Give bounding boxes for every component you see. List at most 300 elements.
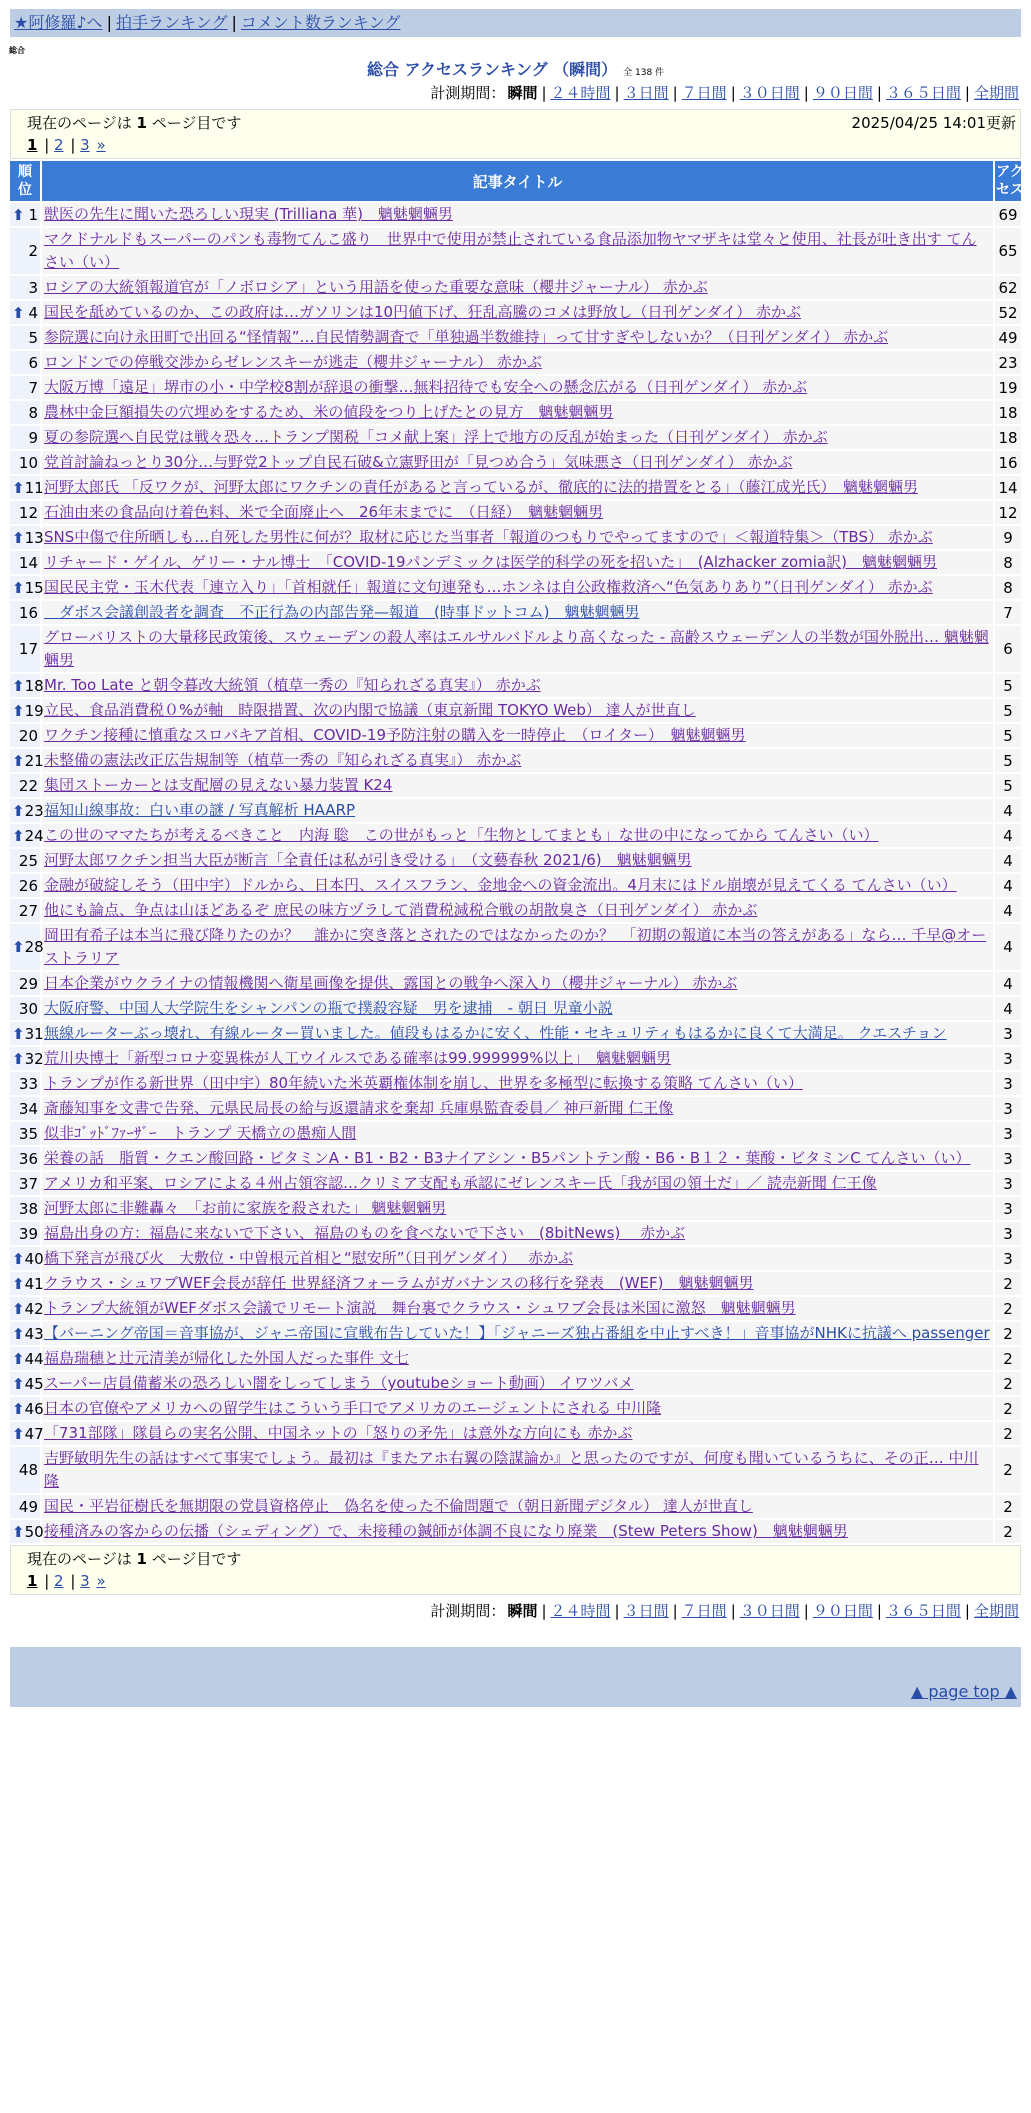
rank-cell bbox=[10, 351, 40, 374]
up-arrow-icon: ⬆ bbox=[12, 1349, 25, 1368]
article-link[interactable]: リチャード・ゲイル、ゲリー・ナル博士 「COVID-19パンデミックは医学的科学の死を招いた」 (Alzhacker zomia訳) 魑魅魍魎男 bbox=[44, 553, 937, 571]
item-count: 全 138 件 bbox=[623, 68, 665, 78]
access-count: 2 bbox=[995, 1422, 1021, 1445]
title-cell bbox=[42, 699, 993, 722]
up-arrow-icon: ⬆ bbox=[12, 1299, 25, 1318]
rank-number: 7 bbox=[28, 378, 38, 397]
period-current: 瞬間 bbox=[507, 1602, 538, 1620]
spacer bbox=[92, 136, 97, 154]
rank-cell bbox=[10, 799, 44, 822]
table-row bbox=[10, 551, 1021, 574]
next-page-link[interactable]: » bbox=[96, 136, 106, 154]
article-link[interactable]: 福島出身の方：福島に来ないで下さい、福島のものを食べないで下さい (8bitNews) 赤かぶ bbox=[44, 1224, 686, 1242]
up-arrow-icon: ⬆ bbox=[12, 1249, 25, 1268]
rank-number: 19 bbox=[24, 701, 44, 720]
article-link[interactable]: 国民民主党・玉木代表「連立入り」「首相就任」報道に文句連発も…ホンネは自公政権救済へ“色気ありあり”（日刊ゲンダイ） 赤かぶ bbox=[44, 578, 933, 596]
rank-cell bbox=[10, 997, 40, 1020]
title-cell bbox=[42, 1072, 993, 1095]
title-cell bbox=[42, 626, 993, 672]
rank-number: 44 bbox=[24, 1349, 44, 1368]
rank-number: 49 bbox=[18, 1497, 38, 1516]
access-count: 4 bbox=[995, 799, 1021, 822]
table-row bbox=[10, 1097, 1021, 1120]
title-cell bbox=[42, 228, 993, 274]
access-count: 3 bbox=[995, 1047, 1021, 1070]
access-count: 3 bbox=[995, 1247, 1021, 1270]
article-link[interactable]: 立民、食品消費税０%が軸 時限措置、次の内閣で協議（東京新聞 TOKYO Web） 達人が世直し bbox=[44, 701, 696, 719]
period-separator: | bbox=[876, 1602, 882, 1620]
rank-number: 45 bbox=[24, 1374, 44, 1393]
article-link[interactable]: 吉野敏明先生の話はすべて事実でしょう。最初は『またアホ右翼の陰謀論か』と思ったのですが、何度も聞いているうちに、その正… 中川隆 bbox=[44, 1449, 979, 1490]
table-row bbox=[10, 1297, 1021, 1320]
period-link-6[interactable]: ３６５日間 bbox=[885, 1602, 961, 1620]
rank-number: 47 bbox=[24, 1424, 44, 1443]
home-link[interactable]: ★阿修羅♪へ bbox=[14, 13, 103, 32]
rank-cell bbox=[10, 1122, 40, 1145]
access-count: 19 bbox=[995, 376, 1021, 399]
rank-number: 33 bbox=[18, 1074, 38, 1093]
rank-number: 4 bbox=[28, 303, 38, 322]
ranking-title: 総合 アクセスランキング （瞬間） bbox=[366, 60, 618, 79]
access-count: 2 bbox=[995, 1297, 1021, 1320]
access-count: 2 bbox=[995, 1272, 1021, 1295]
title-cell bbox=[42, 1172, 993, 1195]
table-row bbox=[10, 1520, 1021, 1543]
period-link-2[interactable]: ３日間 bbox=[623, 1602, 669, 1620]
up-arrow-icon: ⬆ bbox=[12, 1399, 25, 1418]
rank-number: 28 bbox=[24, 938, 44, 956]
up-arrow-icon: ⬆ bbox=[12, 303, 25, 322]
up-arrow-icon: ⬆ bbox=[12, 751, 25, 770]
rank-cell bbox=[10, 626, 40, 672]
period-label: 計測期間： bbox=[430, 84, 506, 102]
period-separator: | bbox=[876, 84, 882, 102]
up-arrow-icon: ⬆ bbox=[12, 205, 25, 224]
period-link-7[interactable]: 全期間 bbox=[973, 84, 1019, 102]
article-link[interactable]: 夏の参院選へ自民党は戦々恐々…トランプ関税「コメ献上案」浮上で地方の反乱が始まった（日刊ゲンダイ） 赤かぶ bbox=[44, 428, 828, 446]
page-link-2[interactable]: 2 bbox=[54, 136, 64, 154]
rank-number: 20 bbox=[18, 726, 38, 745]
title-cell bbox=[42, 351, 993, 374]
access-count: 4 bbox=[995, 874, 1021, 897]
article-link[interactable]: 無線ルーターぶっ壊れ、有線ルーター買いました。値段もはるかに安く、性能・セキュリティもはるかに良くて大満足。 クエスチョン bbox=[44, 1024, 947, 1042]
article-link[interactable]: 大阪万博「遠足」堺市の小・中学校8割が辞退の衝撃…無料招待でも安全への懸念広がる（日刊ゲンダイ） 赤かぶ bbox=[44, 378, 808, 396]
access-count: 69 bbox=[995, 203, 1021, 226]
article-link[interactable]: 国民・平岩征樹氏を無期限の党員資格停止 偽名を使った不倫問題で（朝日新聞デジタル） 達人が世直し bbox=[44, 1497, 753, 1515]
article-link[interactable]: 他にも論点、争点は山ほどあるぞ 庶民の味方ヅラして消費税減税合戦の胡散臭さ（日刊ゲンダイ） 赤かぶ bbox=[44, 901, 758, 919]
access-count: 14 bbox=[995, 476, 1021, 499]
footer-bar bbox=[10, 1647, 1021, 1677]
up-arrow-icon: ⬆ bbox=[12, 701, 25, 720]
title-cell bbox=[42, 501, 993, 524]
article-link[interactable]: 党首討論ねっとり30分…与野党2トップ自民石破&立憲野田が「見つめ合う」気味悪さ（日刊ゲンダイ） 赤かぶ bbox=[44, 453, 793, 471]
period-separator: | bbox=[672, 1602, 678, 1620]
rank-number: 29 bbox=[18, 974, 38, 993]
rank-number: 12 bbox=[18, 503, 38, 522]
page-links-bottom bbox=[27, 1570, 1020, 1592]
title-cell bbox=[42, 1022, 993, 1045]
article-link[interactable]: ワクチン接種に慎重なスロバキア首相、COVID-19予防注射の購入を一時停止 （ロイター） 魑魅魍魎男 bbox=[44, 726, 746, 744]
up-arrow-icon: ⬆ bbox=[12, 676, 25, 695]
period-link-5[interactable]: ９０日間 bbox=[812, 1602, 873, 1620]
title-cell bbox=[42, 1397, 993, 1420]
article-link[interactable]: SNS中傷で住所晒しも…自死した男性に何が？取材に応じた当事者「報道のつもりでやってますので」＜報道特集＞（TBS） 赤かぶ bbox=[44, 528, 933, 546]
title-cell bbox=[42, 1122, 993, 1145]
rank-number: 21 bbox=[24, 751, 44, 770]
article-link[interactable]: 岡田有希子は本当に飛び降りたのか？ 誰かに突き落とされたのではなかったのか？ 「初期の報道に本当の答えがある」なら… 千早@オーストラリア bbox=[44, 926, 987, 967]
article-link[interactable]: 金融が破綻しそう（田中宇）ドルから、日本円、スイスフラン、金地金への資金流出。4月末にはドル崩壊が見えてくる てんさい（い） bbox=[44, 876, 957, 894]
clap-ranking-link[interactable]: 拍手ランキング bbox=[115, 13, 228, 32]
table-row bbox=[10, 724, 1021, 747]
access-count: 2 bbox=[995, 1520, 1021, 1543]
title-cell bbox=[42, 301, 993, 324]
table-row bbox=[10, 924, 1021, 970]
table-row bbox=[10, 1072, 1021, 1095]
rank-cell bbox=[10, 874, 40, 897]
page-link-3[interactable]: 3 bbox=[80, 1572, 90, 1590]
article-link[interactable]: 日本企業がウクライナの情報機関へ衛星画像を提供、露国との戦争へ深入り（櫻井ジャーナル） 赤かぶ bbox=[44, 974, 738, 992]
access-count: 18 bbox=[995, 426, 1021, 449]
rank-cell bbox=[10, 1322, 44, 1345]
table-row bbox=[10, 899, 1021, 922]
rank-number: 9 bbox=[28, 428, 38, 447]
article-link[interactable]: この世のママたちが考えるべきこと 内海 聡 この世がもっと「生物としてまとも」な世の中になってから てんさい（い） bbox=[44, 826, 879, 844]
title-cell bbox=[42, 849, 993, 872]
rank-number: 11 bbox=[24, 478, 44, 497]
article-link[interactable]: アメリカ和平案、ロシアによる４州占領容認…クリミア支配も承認にゼレンスキー氏「我が国の領土だ」／ 読売新聞 仁王像 bbox=[44, 1174, 877, 1192]
title-cell bbox=[42, 997, 993, 1020]
access-count: 2 bbox=[995, 1495, 1021, 1518]
period-separator: | bbox=[964, 84, 970, 102]
title-cell bbox=[42, 326, 993, 349]
rank-number: 1 bbox=[28, 205, 38, 224]
period-separator: | bbox=[730, 1602, 736, 1620]
rank-cell bbox=[10, 1022, 44, 1045]
rank-cell bbox=[10, 1520, 44, 1543]
title-header: 記事タイトル bbox=[42, 161, 993, 201]
period-link-1[interactable]: ２４時間 bbox=[550, 84, 611, 102]
article-link[interactable]: 参院選に向け永田町で出回る“怪情報”…自民情勢調査で「単独過半数維持」って甘すぎやしないか？（日刊ゲンダイ） 赤かぶ bbox=[44, 328, 889, 346]
article-link[interactable]: ロシアの大統領報道官が「ノボロシア」という用語を使った重要な意味（櫻井ジャーナル） 赤かぶ bbox=[44, 278, 708, 296]
access-count: 4 bbox=[995, 972, 1021, 995]
rank-number: 36 bbox=[18, 1149, 38, 1168]
period-separator: | bbox=[541, 1602, 547, 1620]
table-row bbox=[10, 601, 1021, 624]
period-selector-bottom bbox=[0, 1599, 1021, 1623]
page-link-2[interactable]: 2 bbox=[54, 1572, 64, 1590]
rank-number: 25 bbox=[18, 851, 38, 870]
nav-separator: | bbox=[231, 13, 237, 32]
period-link-6[interactable]: ３６５日間 bbox=[885, 84, 961, 102]
table-row bbox=[10, 874, 1021, 897]
article-link[interactable]: 福島瑞穂と辻元清美が帰化した外国人だった事件 文七 bbox=[44, 1349, 409, 1367]
table-row bbox=[10, 351, 1021, 374]
table-row bbox=[10, 203, 1021, 226]
title-cell bbox=[42, 376, 993, 399]
table-row bbox=[10, 1222, 1021, 1245]
table-row bbox=[10, 1122, 1021, 1145]
access-count: 49 bbox=[995, 326, 1021, 349]
pagination-box bbox=[10, 109, 1021, 159]
title-cell bbox=[42, 1422, 993, 1445]
title-cell bbox=[42, 1097, 993, 1120]
rank-cell bbox=[10, 476, 44, 499]
table-row bbox=[10, 1047, 1021, 1070]
title-cell bbox=[42, 476, 993, 499]
rank-cell bbox=[10, 674, 44, 697]
article-link[interactable]: 未整備の憲法改正広告規制等（植草一秀の『知られざる真実』） 赤かぶ bbox=[44, 751, 522, 769]
rank-cell bbox=[10, 1297, 44, 1320]
table-row bbox=[10, 1372, 1021, 1395]
nav-separator: | bbox=[106, 13, 112, 32]
page-top-link[interactable]: ▲ page top ▲ bbox=[910, 1682, 1017, 1701]
access-count: 5 bbox=[995, 724, 1021, 747]
article-link[interactable]: 河野太郎に非難轟々 「お前に家族を殺された」 魑魅魍魎男 bbox=[44, 1199, 447, 1217]
article-link[interactable]: 荒川央博士「新型コロナ変異株が人工ウイルスである確率は99.999999%以上」 魑魅魍魎男 bbox=[44, 1049, 671, 1067]
table-row bbox=[10, 774, 1021, 797]
article-link[interactable]: 河野太郎ワクチン担当大臣が断言「全責任は私が引き受ける」 （文藝春秋 2021/6) 魑魅魍魎男 bbox=[44, 851, 692, 869]
period-separator: | bbox=[730, 84, 736, 102]
article-link[interactable]: ダボス会議創設者を調査 不正行為の内部告発—報道 (時事ドットコム) 魑魅魍魎男 bbox=[44, 603, 640, 621]
rank-number: 15 bbox=[24, 578, 44, 597]
rank-number: 26 bbox=[18, 876, 38, 895]
access-count: 4 bbox=[995, 997, 1021, 1020]
access-count: 18 bbox=[995, 401, 1021, 424]
access-count: 2 bbox=[995, 1322, 1021, 1345]
rank-cell bbox=[10, 401, 40, 424]
rank-number: 31 bbox=[24, 1024, 44, 1043]
article-link[interactable]: 河野太郎氏 「反ワクが、河野太郎にワクチンの責任があると言っているが、徹底的に法的措置をとる」（藤江成光氏） 魑魅魍魎男 bbox=[44, 478, 919, 496]
access-header: アクセス bbox=[995, 161, 1021, 201]
article-link[interactable]: グローバリストの大量移民政策後、スウェーデンの殺人率はエルサルバドルより高くなった - 高齢スウェーデン人の半数が国外脱出… 魑魅魍魎男 bbox=[44, 628, 989, 669]
title-cell bbox=[42, 451, 993, 474]
period-link-4[interactable]: ３０日間 bbox=[739, 84, 800, 102]
title-cell bbox=[42, 551, 993, 574]
title-cell bbox=[42, 1047, 993, 1070]
table-row bbox=[10, 276, 1021, 299]
period-separator: | bbox=[672, 84, 678, 102]
rank-cell bbox=[10, 1372, 44, 1395]
rank-cell bbox=[10, 326, 40, 349]
title-cell bbox=[42, 724, 993, 747]
article-link[interactable]: 獣医の先生に聞いた恐ろしい現実 (Trilliana 華) 魑魅魍魎男 bbox=[44, 205, 453, 223]
access-count: 4 bbox=[995, 899, 1021, 922]
rank-header: 順位 bbox=[10, 161, 40, 201]
title-cell bbox=[42, 1197, 993, 1220]
article-link[interactable]: ロンドンでの停戦交渉からゼレンスキーが逃走（櫻井ジャーナル） 赤かぶ bbox=[44, 353, 542, 371]
article-link[interactable]: トランプ大統領がWEFダボス会議でリモート演説 舞台裏でクラウス・シュワブ会長は米国に激怒 魑魅魍魎男 bbox=[44, 1299, 796, 1317]
article-link[interactable]: 国民を舐めているのか、この政府は…ガソリンは10円値下げ、狂乱高騰のコメは野放し（日刊ゲンダイ） 赤かぶ bbox=[44, 303, 802, 321]
article-link[interactable]: トランプが作る新世界（田中宇）80年続いた米英覇権体制を崩し、世界を多極型に転換する策略 てんさい（い） bbox=[44, 1074, 803, 1092]
title-cell bbox=[42, 1247, 993, 1270]
period-separator: | bbox=[803, 84, 809, 102]
article-link[interactable]: 農林中金巨額損失の穴埋めをするため、米の値段をつり上げたとの見方 魑魅魍魎男 bbox=[44, 403, 614, 421]
title-cell bbox=[42, 1495, 993, 1518]
article-link[interactable]: 斎藤知事を文書で告発、元県民局長の給与返還請求を棄却 兵庫県監査委員／ 神戸新聞 仁王像 bbox=[44, 1099, 674, 1117]
ranking-table bbox=[8, 159, 1023, 1545]
article-link[interactable]: 福知山線事故：白い車の謎 / 写真解析 HAARP bbox=[44, 801, 356, 819]
title-cell bbox=[42, 601, 993, 624]
footer-nav bbox=[10, 1677, 1021, 1707]
article-link[interactable]: 大阪府警、中国人大学院生をシャンパンの瓶で撲殺容疑 男を逮捕 - 朝日 児童小説 bbox=[44, 999, 613, 1017]
rank-cell bbox=[10, 301, 40, 324]
rank-number: 42 bbox=[24, 1299, 44, 1318]
title-cell bbox=[42, 749, 993, 772]
access-count: 3 bbox=[995, 1147, 1021, 1170]
rank-number: 39 bbox=[18, 1224, 38, 1243]
access-count: 7 bbox=[995, 601, 1021, 624]
access-count: 16 bbox=[995, 451, 1021, 474]
access-count: 5 bbox=[995, 699, 1021, 722]
title-cell bbox=[42, 401, 993, 424]
article-link[interactable]: 似非ｺﾞｯﾄﾞﾌｧｰｻﾞｰ トランプ 天橋立の愚痴人間 bbox=[44, 1124, 357, 1142]
rank-number: 2 bbox=[28, 242, 38, 260]
rank-number: 37 bbox=[18, 1174, 38, 1193]
title-cell bbox=[42, 874, 993, 897]
period-selector bbox=[0, 81, 1021, 105]
access-count: 5 bbox=[995, 674, 1021, 697]
access-count: 3 bbox=[995, 1197, 1021, 1220]
rank-number: 8 bbox=[28, 403, 38, 422]
article-link[interactable]: 接種済みの客からの伝播（シェディング）で、未接種の鍼師が体調不良になり廃業 (Stew Peters Show) 魑魅魍魎男 bbox=[44, 1522, 848, 1540]
next-page-link[interactable]: » bbox=[96, 1572, 106, 1590]
page-status: 現在のページは 1 ページ目です bbox=[27, 114, 242, 132]
rank-cell bbox=[10, 426, 40, 449]
table-row bbox=[10, 228, 1021, 274]
page-separator: | bbox=[65, 136, 81, 154]
title-cell bbox=[42, 774, 993, 797]
rank-number: 18 bbox=[24, 676, 44, 695]
title-cell bbox=[42, 1147, 993, 1170]
table-row bbox=[10, 1347, 1021, 1370]
up-arrow-icon: ⬆ bbox=[12, 1324, 25, 1343]
title-cell bbox=[42, 674, 993, 697]
period-current: 瞬間 bbox=[507, 84, 538, 102]
rank-cell bbox=[10, 699, 44, 722]
rank-cell bbox=[10, 1447, 40, 1493]
rank-cell bbox=[10, 276, 40, 299]
updated-time: 2025/04/25 14:01更新 bbox=[851, 114, 1016, 132]
table-row bbox=[10, 1147, 1021, 1170]
article-link[interactable]: マクドナルドもスーパーのパンも毒物てんこ盛り 世界中で使用が禁止されている食品添加物ヤマザキは堂々と使用、社長が吐き出す てんさい（い） bbox=[44, 230, 977, 271]
table-row bbox=[10, 1272, 1021, 1295]
rank-cell bbox=[10, 501, 40, 524]
up-arrow-icon: ⬆ bbox=[12, 578, 25, 597]
period-separator: | bbox=[614, 84, 620, 102]
period-separator: | bbox=[803, 1602, 809, 1620]
title-cell bbox=[42, 899, 993, 922]
comment-ranking-link[interactable]: コメント数ランキング bbox=[240, 13, 401, 32]
article-link[interactable]: 「731部隊」隊員らの実名公開、中国ネットの「怒りの矛先」は意外な方向にも 赤かぶ bbox=[44, 1424, 633, 1442]
rank-cell bbox=[10, 1247, 44, 1270]
rank-number: 40 bbox=[24, 1249, 44, 1268]
rank-cell bbox=[10, 1397, 44, 1420]
page-status-bottom: 現在のページは 1 ページ目です bbox=[27, 1550, 242, 1568]
article-link[interactable]: 【バーニング帝国＝音事協が、ジャニ帝国に宣戦布告していた！】「ジャニーズ独占番組を中止すべき！」音事協がNHKに抗議へ passenger bbox=[44, 1324, 990, 1342]
access-count: 3 bbox=[995, 1097, 1021, 1120]
rank-cell bbox=[10, 1222, 40, 1245]
access-count: 52 bbox=[995, 301, 1021, 324]
access-count: 4 bbox=[995, 849, 1021, 872]
article-link[interactable]: 橋下発言が飛び火 大敷位・中曽根元首相と“慰安所”（日刊ゲンダイ） 赤かぶ bbox=[44, 1249, 574, 1267]
table-row bbox=[10, 674, 1021, 697]
rank-cell bbox=[10, 601, 40, 624]
up-arrow-icon: ⬆ bbox=[12, 1374, 25, 1393]
title-cell bbox=[42, 1322, 993, 1345]
title-cell bbox=[42, 426, 993, 449]
table-row bbox=[10, 1022, 1021, 1045]
period-link-4[interactable]: ３０日間 bbox=[739, 1602, 800, 1620]
rank-number: 30 bbox=[18, 999, 38, 1018]
title-cell bbox=[42, 526, 993, 549]
period-link-2[interactable]: ３日間 bbox=[623, 84, 669, 102]
article-link[interactable]: 石油由来の食品向け着色料、米で全面廃止へ 26年末までに （日経） 魑魅魍魎男 bbox=[44, 503, 604, 521]
access-count: 5 bbox=[995, 749, 1021, 772]
table-row bbox=[10, 576, 1021, 599]
table-row bbox=[10, 1197, 1021, 1220]
rank-number: 5 bbox=[28, 328, 38, 347]
table-row bbox=[10, 1447, 1021, 1493]
period-link-7[interactable]: 全期間 bbox=[973, 1602, 1019, 1620]
table-row bbox=[10, 824, 1021, 847]
period-link-3[interactable]: ７日間 bbox=[681, 1602, 727, 1620]
rank-number: 46 bbox=[24, 1399, 44, 1418]
page-separator: | bbox=[39, 136, 55, 154]
page-link-3[interactable]: 3 bbox=[80, 136, 90, 154]
access-count: 12 bbox=[995, 501, 1021, 524]
rank-cell bbox=[10, 451, 40, 474]
table-header-row bbox=[10, 161, 1021, 201]
rank-cell bbox=[10, 1072, 40, 1095]
period-link-5[interactable]: ９０日間 bbox=[812, 84, 873, 102]
article-link[interactable]: Mr. Too Late と朝令暮改大統領（植草一秀の『知られざる真実』） 赤かぶ bbox=[44, 676, 541, 694]
rank-cell bbox=[10, 1172, 40, 1195]
access-count: 3 bbox=[995, 1122, 1021, 1145]
rank-number: 35 bbox=[18, 1124, 38, 1143]
rank-cell bbox=[10, 724, 40, 747]
article-link[interactable]: クラウス・シュワブWEF会長が辞任 世界経済フォーラムがガバナンスの移行を発表 (WEF) 魑魅魍魎男 bbox=[44, 1274, 754, 1292]
up-arrow-icon: ⬆ bbox=[12, 1049, 25, 1068]
ranking-rows bbox=[10, 203, 1021, 1543]
access-count: 6 bbox=[995, 626, 1021, 672]
rank-number: 50 bbox=[24, 1522, 44, 1541]
access-count: 4 bbox=[995, 924, 1021, 970]
period-link-1[interactable]: ２４時間 bbox=[550, 1602, 611, 1620]
table-row bbox=[10, 501, 1021, 524]
rank-number: 17 bbox=[18, 640, 38, 658]
rank-number: 24 bbox=[24, 826, 44, 845]
article-link[interactable]: 集団ストーカーとは支配層の見えない暴力装置 K24 bbox=[44, 776, 393, 794]
page-links bbox=[27, 134, 1020, 156]
article-link[interactable]: 栄養の話 脂質・クエン酸回路・ビタミンA・B1・B2・B3ナイアシン・B5パントテン酸・B6・B１２・葉酸・ビタミンC てんさい（い） bbox=[44, 1149, 971, 1167]
page-title bbox=[0, 59, 1031, 81]
category-label: 総合 bbox=[9, 46, 25, 55]
article-link[interactable]: 日本の官僚やアメリカへの留学生はこういう手口でアメリカのエージェントにされる 中川隆 bbox=[44, 1399, 662, 1417]
title-cell bbox=[42, 1372, 993, 1395]
period-link-3[interactable]: ７日間 bbox=[681, 84, 727, 102]
table-row bbox=[10, 799, 1021, 822]
access-count: 5 bbox=[995, 774, 1021, 797]
table-row bbox=[10, 626, 1021, 672]
access-count: 8 bbox=[995, 576, 1021, 599]
rank-number: 38 bbox=[18, 1199, 38, 1218]
page-current: 1 bbox=[27, 1572, 38, 1590]
article-link[interactable]: スーパー店員備蓄米の恐ろしい闇をしってしまう（youtubeショート動画） イワツバメ bbox=[44, 1374, 634, 1392]
period-separator: | bbox=[541, 84, 547, 102]
table-row bbox=[10, 426, 1021, 449]
table-row bbox=[10, 699, 1021, 722]
access-count: 3 bbox=[995, 1172, 1021, 1195]
